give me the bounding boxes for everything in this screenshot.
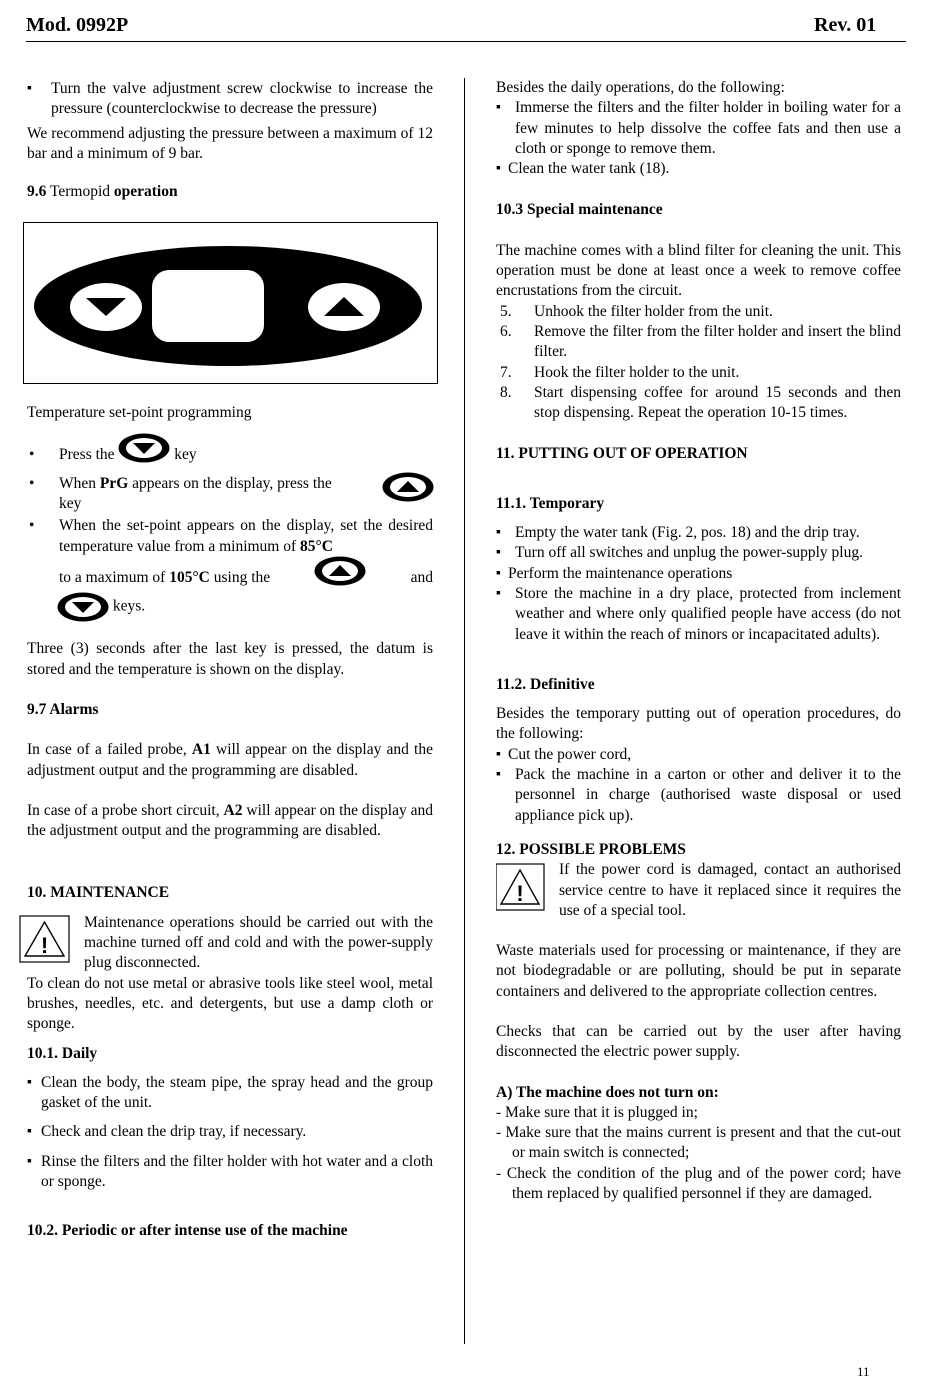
definitive-item: ▪ Cut the power cord,: [496, 745, 901, 765]
setpoint-programming-title: Temperature set-point programming: [27, 404, 252, 422]
svg-text:!: !: [40, 932, 49, 958]
pressure-text: We recommend adjusting the pressure between a maximum of 12 bar and a minimum of 9 bar.: [27, 124, 433, 162]
section-11-1-heading: 11.1. Temporary: [496, 494, 605, 512]
termopid-panel-figure: [23, 222, 438, 384]
definitive-intro: Besides the temporary putting out of operation procedures, do the following:: [496, 705, 901, 743]
section-10-3-heading: 10.3 Special maintenance: [496, 201, 663, 219]
min-temperature: 85°C: [300, 538, 333, 556]
alarm-a2-code: A2: [223, 801, 243, 819]
setpoint-value-item: • When the set-point appears on the display, set the desired temperature value from a minimum of 85°C to a maximum of 105°C using the and keys.: [27, 515, 433, 622]
left-column: [27, 78, 433, 1242]
column-divider: [464, 78, 465, 1344]
up-key-icon: [382, 472, 434, 502]
section-9-7-heading: 9.7 Alarms: [27, 700, 99, 718]
valve-bullet: ▪ Turn the valve adjustment screw clockwise to increase the pressure (counterclockwise to decrease the pressure): [27, 79, 433, 120]
periodic-item: ▪ Immerse the filters and the filter holder in boiling water for a few minutes to help dissolve the coffee fats and then use a cloth or sponge to remove them.: [496, 98, 901, 159]
section-9-6-title: Termopid: [46, 183, 114, 201]
model-header: Mod. 0992P: [26, 14, 129, 36]
daily-item: ▪ Clean the body, the steam pipe, the spray head and the group gasket of the unit.: [27, 1073, 433, 1114]
section-9-6-number: 9.6: [27, 183, 47, 201]
step-item: 5. Unhook the filter holder from the unit.: [500, 302, 773, 320]
press-down-key-item: • Press the key: [27, 443, 433, 467]
check-item: - Make sure that the mains current is present and that the cut-out or main switch is connected;: [496, 1124, 901, 1162]
temporary-item: ▪ Empty the water tank (Fig. 2, pos. 18) and the drip tray.: [496, 523, 901, 543]
down-key-icon: [57, 592, 109, 622]
section-9-6-operation: operation: [113, 183, 178, 201]
waste-materials-text: Waste materials used for processing or maintenance, if they are not biodegradable or are polluting, should be put in separate containers and delivered to the appropriate collection centres.: [496, 942, 901, 1000]
definitive-item: ▪ Pack the machine in a carton or other and deliver it to the personnel in charge (authorised waste disposal or used appliance pick up).: [496, 765, 901, 826]
warning-icon: [19, 915, 70, 963]
cleaning-text: To clean do not use metal or abrasive tools like steel wool, metal brushes, needles, etc. and detergents, but use a damp cloth or sponge.: [27, 974, 433, 1033]
power-cord-warning-text: If the power cord is damaged, contact an authorised service centre to have it replaced since it requires the use of a special tool.: [559, 861, 901, 919]
problem-a-heading: A) The machine does not turn on:: [496, 1083, 719, 1101]
temporary-item: ▪ Turn off all switches and unplug the power-supply plug.: [496, 543, 901, 563]
periodic-item: ▪ Clean the water tank (18).: [496, 159, 901, 179]
temporary-item: ▪ Perform the maintenance operations: [496, 564, 901, 584]
alarm-a1-code: A1: [191, 741, 211, 759]
section-9-6-heading: [27, 182, 433, 202]
user-checks-text: Checks that can be carried out by the user after having disconnected the electric power supply.: [496, 1022, 901, 1061]
step-item: 7. Hook the filter holder to the unit.: [500, 363, 740, 381]
three-seconds-text: Three (3) seconds after the last key is pressed, the datum is stored and the temperature is shown on the display.: [27, 640, 433, 678]
section-11-heading: 11. PUTTING OUT OF OPERATION: [496, 445, 748, 463]
max-temperature: 105°C: [169, 569, 210, 587]
alarm-a1-text: In case of a failed probe, A1 will appear on the display and the adjustment output and the programming are disabled.: [27, 741, 433, 779]
warning-icon: [496, 863, 545, 911]
power-cord-warning: [496, 860, 901, 921]
maintenance-warning-text: Maintenance operations should be carried out with the machine turned off and cold and with the power-supply plug disconnected.: [84, 913, 433, 972]
right-column: [496, 78, 901, 1204]
step-item: 6. Remove the filter from the filter holder and insert the blind filter.: [500, 322, 901, 361]
section-11-2-heading: 11.2. Definitive: [496, 675, 595, 693]
section-12-heading: 12. POSSIBLE PROBLEMS: [496, 840, 686, 858]
special-maintenance-text: The machine comes with a blind filter for cleaning the unit. This operation must be done at least once a week to remove coffee encrustations from the circuit.: [496, 241, 901, 300]
revision-header: Rev. 01: [814, 14, 877, 36]
header-rule: [26, 41, 906, 42]
maintenance-warning: [27, 913, 433, 974]
section-10-1-heading: 10.1. Daily: [27, 1044, 98, 1062]
section-10-2-heading: 10.2. Periodic or after intense use of the machine: [27, 1222, 348, 1240]
daily-item: ▪ Rinse the filters and the filter holder with hot water and a cloth or sponge.: [27, 1152, 433, 1193]
termopid-keypad-icon: [24, 223, 437, 383]
down-key-icon: [118, 433, 170, 463]
prg-item: • When PrG appears on the display, press the key: [27, 474, 433, 515]
check-item: - Check the condition of the plug and of the power cord; have them replaced by qualified personnel if they are damaged.: [496, 1164, 901, 1203]
besides-daily-text: Besides the daily operations, do the following:: [496, 79, 785, 96]
step-item: 8. Start dispensing coffee for around 15 seconds and then stop dispensing. Repeat the operation 10-15 times.: [500, 383, 901, 422]
svg-text:!: !: [516, 881, 524, 907]
prg-label: PrG: [99, 474, 129, 492]
daily-item: ▪ Check and clean the drip tray, if necessary.: [27, 1122, 433, 1142]
up-key-icon: [314, 556, 366, 586]
section-10-heading: 10. MAINTENANCE: [27, 884, 170, 902]
page-number: 11: [857, 1364, 870, 1379]
temporary-item: ▪ Store the machine in a dry place, protected from inclement weather and where only qualified people have access (do not leave it within the reach of minors or incapacitated adults).: [496, 584, 901, 645]
check-item: - Make sure that it is plugged in;: [496, 1103, 698, 1121]
alarm-a2-text: In case of a probe short circuit, A2 will appear on the display and the adjustment output and the programming are disabled.: [27, 801, 433, 840]
